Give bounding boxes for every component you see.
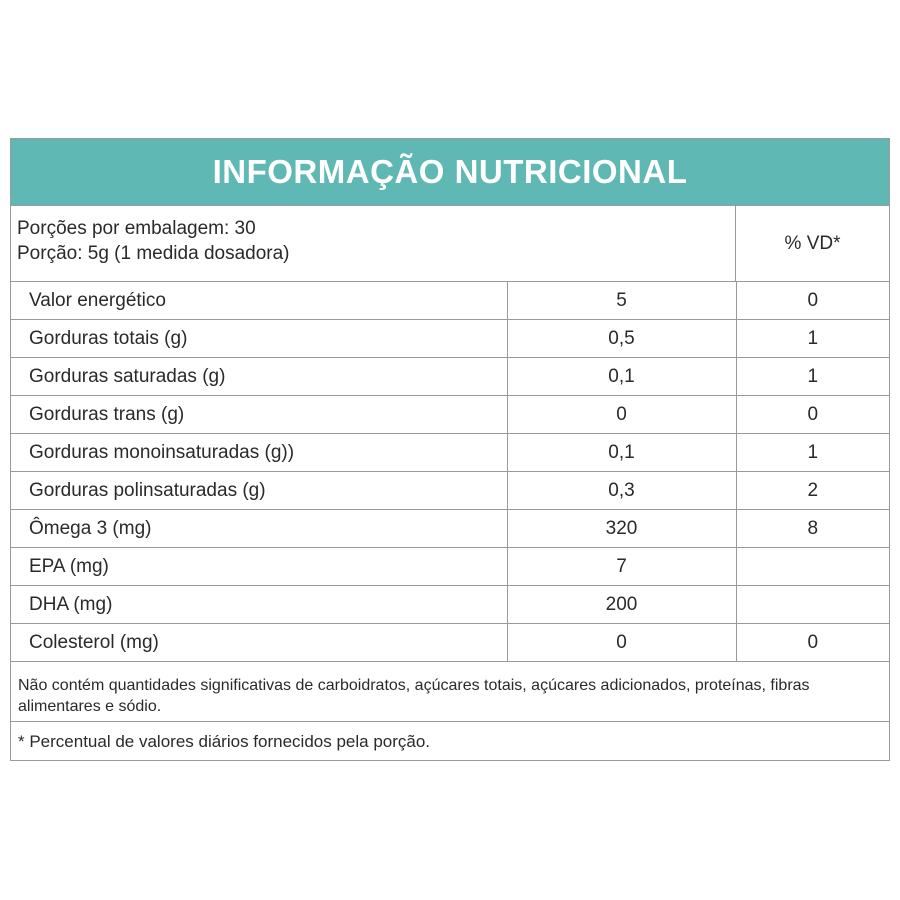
nutrient-value: 320 bbox=[507, 510, 736, 548]
table-row bbox=[11, 282, 889, 320]
table-row bbox=[11, 510, 889, 548]
nutrient-value: 5 bbox=[507, 282, 736, 320]
table-row bbox=[11, 320, 889, 358]
servings-per-package: Porções por embalagem: 30 bbox=[17, 218, 256, 239]
nutrient-name: Colesterol (mg) bbox=[11, 624, 507, 662]
nutrient-value: 0,1 bbox=[507, 434, 736, 472]
portion-info-row bbox=[11, 206, 889, 282]
nutrient-name: Gorduras totais (g) bbox=[11, 320, 507, 358]
nutrients-table bbox=[11, 282, 889, 662]
nutrient-name: Gorduras monoinsaturadas (g)) bbox=[11, 434, 507, 472]
nutrient-value: 0,3 bbox=[507, 472, 736, 510]
nutrient-name: Ômega 3 (mg) bbox=[11, 510, 507, 548]
nutrient-value: 0 bbox=[507, 396, 736, 434]
table-row bbox=[11, 624, 889, 662]
nutrient-name: EPA (mg) bbox=[11, 548, 507, 586]
nutrient-name: Gorduras trans (g) bbox=[11, 396, 507, 434]
table-row bbox=[11, 358, 889, 396]
table-row bbox=[11, 472, 889, 510]
nutrition-facts-table bbox=[10, 138, 890, 761]
serving-size: Porção: 5g (1 medida dosadora) bbox=[17, 243, 290, 264]
table-row bbox=[11, 586, 889, 624]
nutrient-name: Gorduras polinsaturadas (g) bbox=[11, 472, 507, 510]
nutrient-vd: 2 bbox=[736, 472, 889, 510]
nutrient-value: 200 bbox=[507, 586, 736, 624]
not-significant-note: Não contém quantidades significativas de carboidratos, açúcares totais, açúcares adicionados, proteínas, fibras alimentares e sódio. bbox=[11, 662, 889, 722]
portion-info bbox=[11, 206, 736, 281]
nutrient-vd: 0 bbox=[736, 396, 889, 434]
nutrient-value: 0 bbox=[507, 624, 736, 662]
nutrient-vd: 1 bbox=[736, 434, 889, 472]
nutrient-name: Gorduras saturadas (g) bbox=[11, 358, 507, 396]
nutrient-name: Valor energético bbox=[11, 282, 507, 320]
nutrient-name: DHA (mg) bbox=[11, 586, 507, 624]
nutrient-value: 7 bbox=[507, 548, 736, 586]
nutrient-vd bbox=[736, 586, 889, 624]
vd-column-header: % VD* bbox=[784, 232, 841, 254]
table-row bbox=[11, 396, 889, 434]
table-row bbox=[11, 434, 889, 472]
nutrient-vd: 8 bbox=[736, 510, 889, 548]
table-title: INFORMAÇÃO NUTRICIONAL bbox=[11, 139, 889, 206]
nutrient-vd bbox=[736, 548, 889, 586]
nutrient-vd: 0 bbox=[736, 282, 889, 320]
nutrient-vd: 1 bbox=[736, 358, 889, 396]
nutrient-vd: 0 bbox=[736, 624, 889, 662]
table-row bbox=[11, 548, 889, 586]
nutrient-vd: 1 bbox=[736, 320, 889, 358]
nutrient-value: 0,5 bbox=[507, 320, 736, 358]
nutrient-value: 0,1 bbox=[507, 358, 736, 396]
vd-footnote: * Percentual de valores diários fornecidos pela porção. bbox=[18, 732, 431, 751]
